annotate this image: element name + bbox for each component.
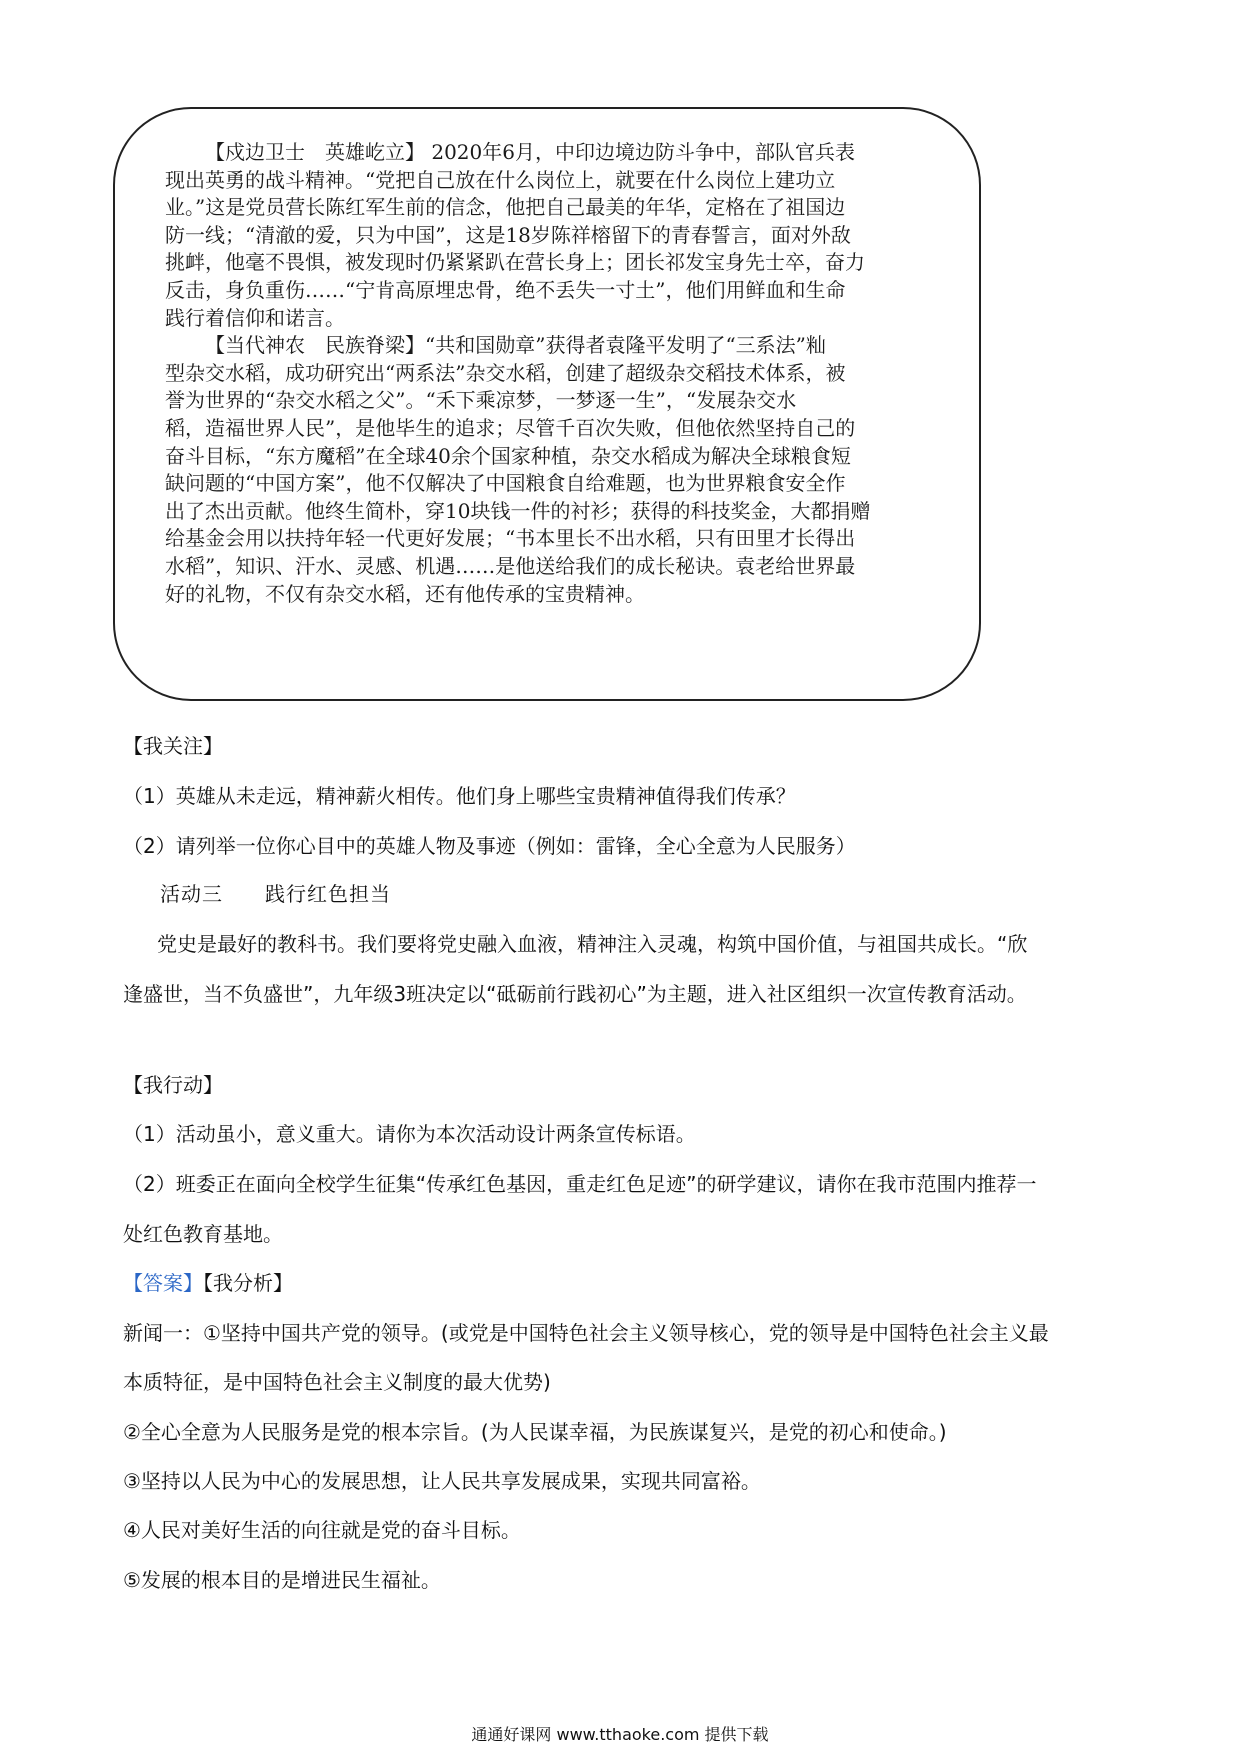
- box-line: 型杂交水稻，成功研究出“两系法”杂交水稻，创建了超级杂交稻技术体系，被: [165, 360, 846, 385]
- action-question-1: （1）活动虽小，意义重大。请你为本次活动设计两条宣传标语。: [123, 1122, 696, 1146]
- box-line: 挑衅，他毫不畏惧，被发现时仍紧紧趴在营长身上；团长祁发宝身先士卒，奋力: [165, 250, 865, 275]
- box-line: 防一线；“清澈的爱，只为中国”，这是18岁陈祥榕留下的青春誓言，面对外敌: [165, 222, 851, 247]
- box-line: 给基金会用以扶持年轻一代更好发展；“书本里长不出水稻，只有田里才长得出: [165, 526, 856, 551]
- analysis-heading: 【我分析】: [203, 1271, 293, 1295]
- activity-paragraph-line: 逢盛世，当不负盛世”，九年级3班决定以“砥砺前行践初心”为主题，进入社区组织一次宣传教育活动。: [123, 982, 1027, 1006]
- box-line: 【戍边卫士 英雄屹立】 2020年6月，中印边境边防斗争中，部队官兵表: [205, 140, 855, 164]
- news-box-text: [165, 139, 965, 608]
- answer-line: ④人民对美好生活的向往就是党的奋斗目标。: [123, 1518, 521, 1542]
- focus-question-1: （1）英雄从未走远，精神薪火相传。他们身上哪些宝贵精神值得我们传承？: [123, 784, 796, 808]
- focus-heading: 【我关注】: [123, 734, 223, 758]
- box-line: 好的礼物，不仅有杂交水稻，还有他传承的宝贵精神。: [165, 581, 645, 606]
- box-line: 践行着信仰和诺言。: [165, 305, 345, 330]
- activity-title: 活动三 践行红色担当: [160, 882, 391, 906]
- answer-line: ②全心全意为人民服务是党的根本宗旨。(为人民谋幸福，为民族谋复兴，是党的初心和使命。): [123, 1420, 947, 1444]
- box-line: 【当代神农 民族脊梁】“共和国勋章”获得者袁隆平发明了“三系法”籼: [205, 333, 826, 358]
- action-question-2-cont: 处红色教育基地。: [123, 1222, 283, 1246]
- box-line: 现出英勇的战斗精神。“党把自己放在什么岗位上，就要在什么岗位上建功立: [165, 167, 836, 192]
- action-question-2: （2）班委正在面向全校学生征集“传承红色基因，重走红色足迹”的研学建议，请你在我市范围内推荐一: [123, 1172, 1037, 1196]
- page-footer: 通通好课网 www.tthaoke.com 提供下载: [471, 1725, 769, 1744]
- answer-line: 新闻一：①坚持中国共产党的领导。(或党是中国特色社会主义领导核心，党的领导是中国特色社会主义最: [123, 1321, 1049, 1345]
- box-line: 稻，造福世界人民”，是他毕生的追求；尽管千百次失败，但他依然坚持自己的: [165, 415, 856, 440]
- answer-line: ③坚持以人民为中心的发展思想，让人民共享发展成果，实现共同富裕。: [123, 1469, 761, 1493]
- focus-question-2: （2）请列举一位你心目中的英雄人物及事迹（例如：雷锋，全心全意为人民服务）: [123, 834, 856, 858]
- box-line: 反击，身负重伤……“宁肯高原埋忠骨，绝不丢失一寸土”，他们用鲜血和生命: [165, 277, 846, 302]
- box-line: 水稻”，知识、汗水、灵感、机遇……是他送给我们的成长秘诀。袁老给世界最: [165, 553, 856, 578]
- box-line: 誉为世界的“杂交水稻之父”。“禾下乘凉梦，一梦逐一生”，“发展杂交水: [165, 388, 797, 413]
- action-heading: 【我行动】: [123, 1073, 223, 1097]
- answer-line: ⑤发展的根本目的是增进民生福祉。: [123, 1568, 441, 1592]
- activity-paragraph-line: 党史是最好的教科书。我们要将党史融入血液，精神注入灵魂，构筑中国价值，与祖国共成长。“欣: [157, 932, 1028, 956]
- box-line: 业。”这是党员营长陈红军生前的信念，他把自己最美的年华，定格在了祖国边: [165, 195, 846, 220]
- news-box: [113, 107, 981, 701]
- box-line: 缺问题的“中国方案”，他不仅解决了中国粮食自给难题，也为世界粮食安全作: [165, 471, 846, 496]
- answer-heading: [123, 1269, 293, 1297]
- answer-tag: 【答案】: [123, 1271, 203, 1295]
- box-line: 出了杰出贡献。他终生简朴，穿10块钱一件的衬衫；获得的科技奖金，大都捐赠: [165, 498, 871, 523]
- answer-line: 本质特征，是中国特色社会主义制度的最大优势): [123, 1370, 551, 1394]
- box-line: 奋斗目标，“东方魔稻”在全球40余个国家种植，杂交水稻成为解决全球粮食短: [165, 443, 851, 468]
